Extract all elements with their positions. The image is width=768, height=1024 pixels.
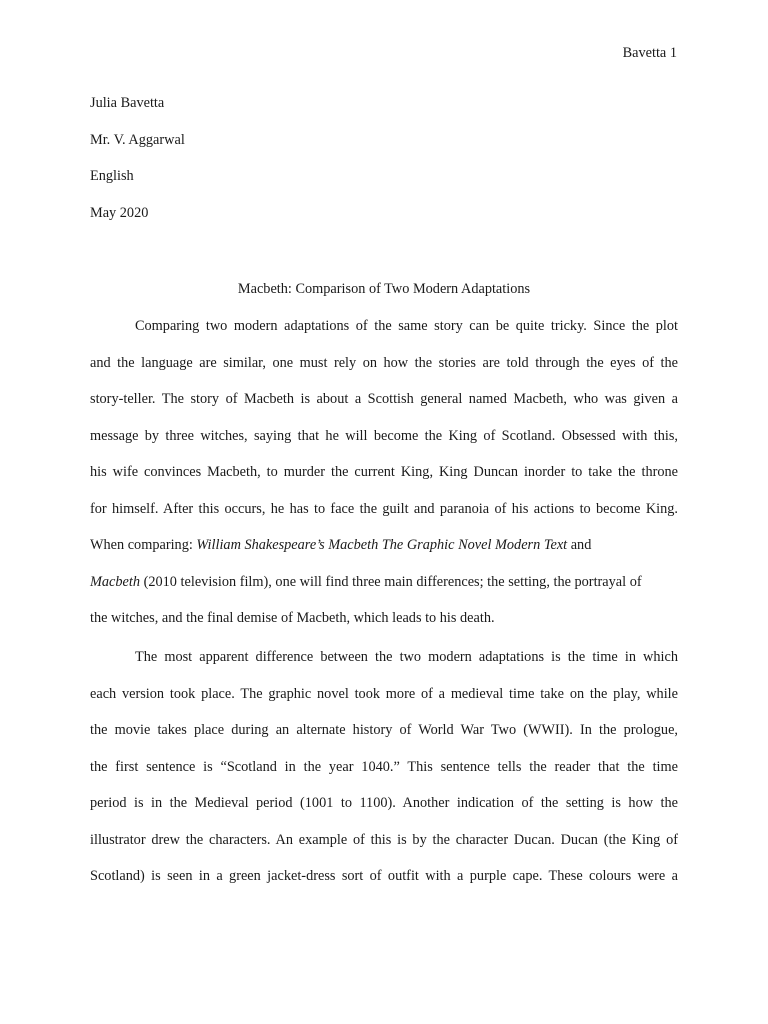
author-name: Julia Bavetta — [90, 95, 165, 111]
text-run: and — [567, 537, 592, 553]
course-name: English — [90, 168, 134, 184]
text-line: his wife convinces Macbeth, to murder the current King, King Duncan inorder to take the throne — [90, 464, 678, 480]
text-line: The most apparent difference between the two modern adaptations is the time in which — [135, 649, 678, 665]
text-line — [90, 536, 591, 554]
text-line: message by three witches, saying that he will become the King of Scotland. Obsessed with this, — [90, 427, 678, 444]
text-line — [90, 573, 642, 591]
running-header: Bavetta 1 — [622, 45, 677, 61]
film-title: Macbeth — [90, 573, 141, 590]
text-run: (2010 television film), one will find three main differences; the setting, the portrayal of — [140, 573, 642, 590]
essay-title: Macbeth: Comparison of Two Modern Adaptations — [237, 281, 531, 297]
text-line: the movie takes place during an alternate history of World War Two (WWII). In the prologue, — [90, 722, 678, 738]
submission-date: May 2020 — [90, 204, 149, 221]
text-line: the witches, and the final demise of Macbeth, which leads to his death. — [90, 610, 495, 626]
text-line: Comparing two modern adaptations of the same story can be quite tricky. Since the plot — [135, 318, 678, 334]
text-line: for himself. After this occurs, he has to face the guilt and paranoia of his actions to become King. — [90, 500, 678, 517]
text-line: the first sentence is “Scotland in the year 1040.” This sentence tells the reader that the time — [90, 758, 678, 775]
text-line: and the language are similar, one must rely on how the stories are told through the eyes of the — [90, 354, 678, 371]
text-run: When comparing: — [90, 537, 197, 553]
text-line: period is in the Medieval period (1001 to 1100). Another indication of the setting is how the — [90, 795, 678, 811]
text-line: each version took place. The graphic novel took more of a medieval time take on the play, while — [90, 685, 678, 702]
teacher-name: Mr. V. Aggarwal — [90, 131, 185, 148]
mla-heading — [90, 94, 185, 240]
text-line: Scotland) is seen in a green jacket-dress sort of outfit with a purple cape. These colours were a — [90, 868, 678, 884]
book-title: William Shakespeare’s Macbeth The Graphic Novel Modern Text — [196, 537, 568, 553]
text-line: story-teller. The story of Macbeth is about a Scottish general named Macbeth, who was given a — [90, 391, 678, 407]
text-line: illustrator drew the characters. An example of this is by the character Ducan. Ducan (the King of — [90, 831, 678, 848]
